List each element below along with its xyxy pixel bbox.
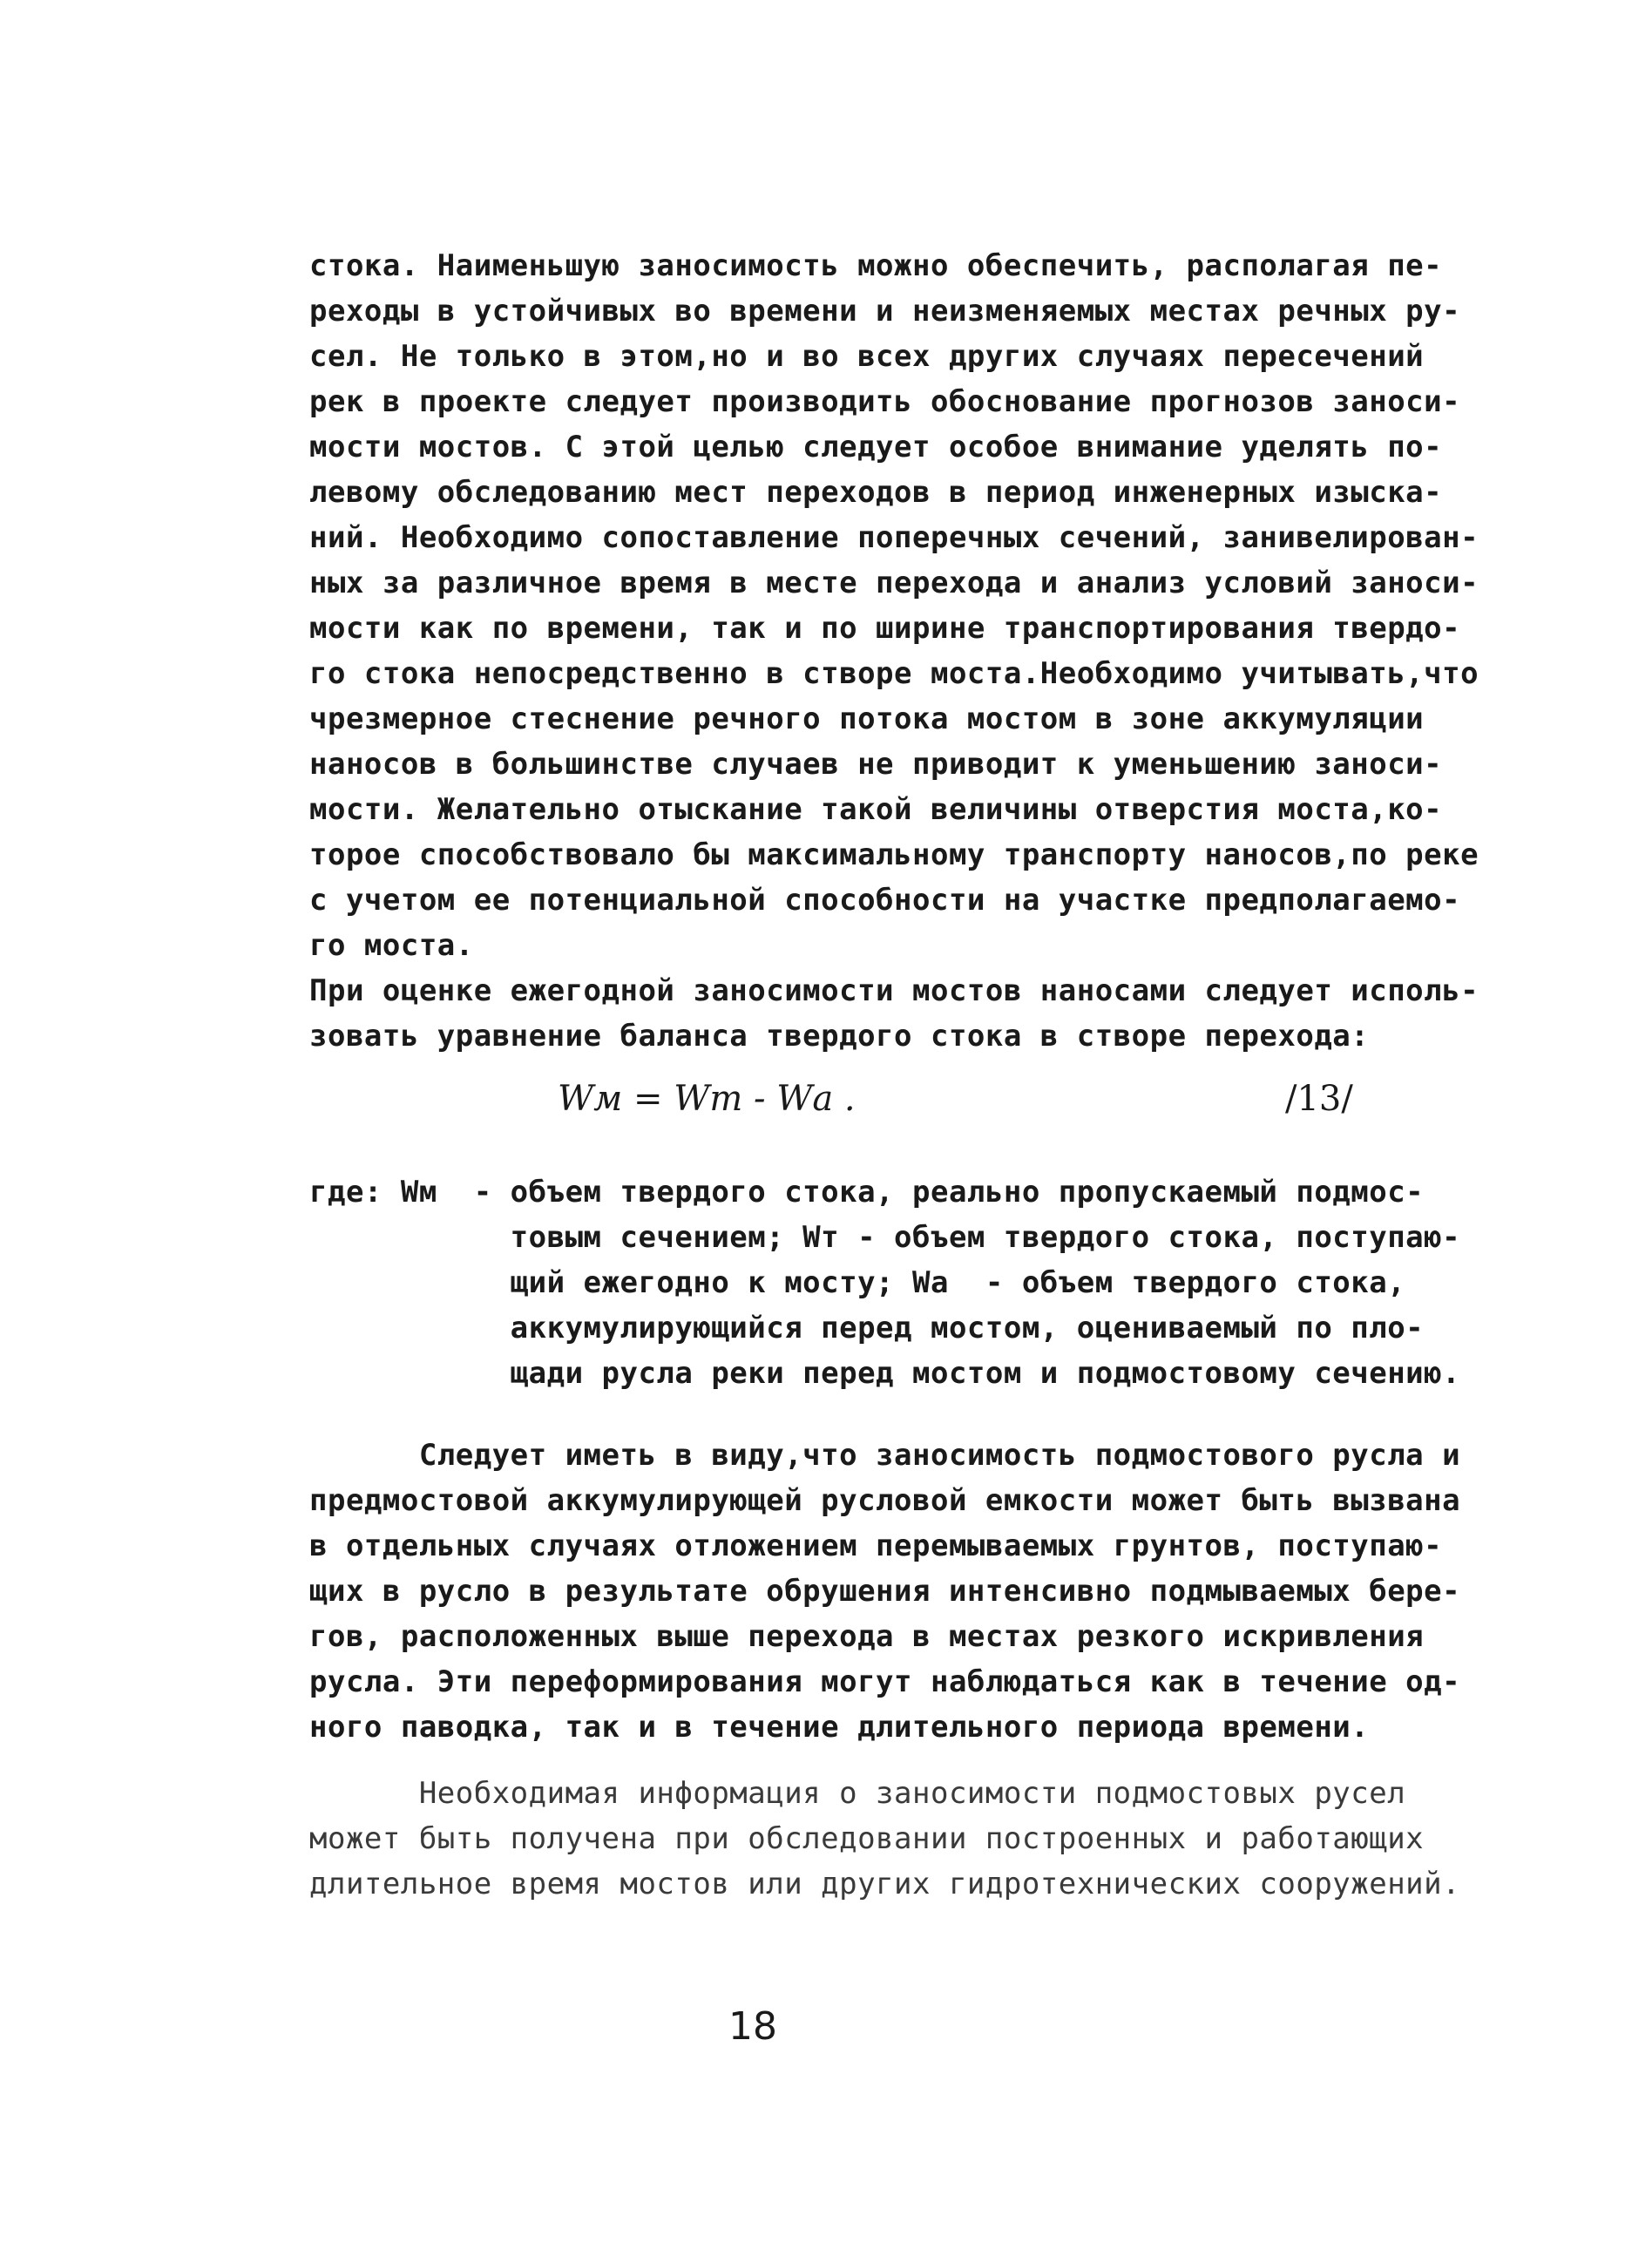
text-line: мости. Желательно отыскание такой величины отверстия моста,ко-	[309, 792, 1443, 827]
text-line: ных за различное время в месте перехода и анализ условий заноси-	[309, 566, 1479, 600]
text-line: с учетом ее потенциальной способности на участке предполагаемо-	[309, 883, 1461, 918]
text-line: го моста.	[309, 928, 474, 963]
text-line: русла. Эти переформирования могут наблюдаться как в течение од-	[309, 1664, 1461, 1699]
text-line: чрезмерное стеснение речного потока мостом в зоне аккумуляции	[309, 702, 1425, 736]
text-line: длительное время мостов или других гидротехнических сооружений.	[309, 1867, 1461, 1901]
definition-line: аккумулирующийся перед мостом, оцениваемый по пло-	[309, 1311, 1425, 1345]
text-line: реходы в устойчивых во времени и неизменяемых местах речных ру-	[309, 294, 1461, 329]
text-line: зовать уравнение баланса твердого стока в створе перехода:	[309, 1019, 1370, 1054]
text-line: мости как по времени, так и по ширине транспортирования твердо-	[309, 611, 1461, 646]
text-line: мости мостов. С этой целью следует особое внимание уделять по-	[309, 430, 1443, 464]
text-line: наносов в большинстве случаев не приводит к уменьшению заноси-	[309, 747, 1443, 782]
text-line: Следует иметь в виду,что заносимость подмостового русла и	[309, 1438, 1461, 1473]
definition-line: где: Wм - объем твердого стока, реально пропускаемый подмос-	[309, 1175, 1425, 1210]
definition-line: щий ежегодно к мосту; Wа - объем твердого стока,	[309, 1265, 1406, 1300]
text-line: го стока непосредственно в створе моста.Необходимо учитывать,что	[309, 656, 1479, 691]
text-line: левому обследованию мест переходов в период инженерных изыска-	[309, 475, 1443, 510]
text-line: ний. Необходимо сопоставление поперечных сечений, занивелирован-	[309, 520, 1479, 555]
page-number: 18	[728, 2004, 777, 2049]
text-line: рек в проекте следует производить обоснование прогнозов заноси-	[309, 384, 1461, 419]
text-line: в отдельных случаях отложением перемываемых грунтов, поступаю-	[309, 1528, 1443, 1563]
equation-number: /13/	[1285, 1079, 1353, 1119]
text-line: Необходимая информация о заносимости подмостовых русел	[309, 1776, 1406, 1811]
text-line: торое способствовало бы максимальному транспорту наносов,по реке	[309, 837, 1479, 872]
text-line: стока. Наименьшую заносимость можно обеспечить, располагая пе-	[309, 248, 1443, 283]
text-line: предмостовой аккумулирующей русловой емкости может быть вызвана	[309, 1483, 1461, 1518]
definition-line: товым сечением; Wт - объем твердого стока, поступаю-	[309, 1220, 1461, 1255]
text-line: щих в русло в результате обрушения интенсивно подмываемых бере-	[309, 1574, 1461, 1609]
balance-equation: Wм = Wт - Wа .	[558, 1079, 856, 1119]
text-line: гов, расположенных выше перехода в местах резкого искривления	[309, 1619, 1425, 1654]
text-line: При оценке ежегодной заносимости мостов наносами следует исполь-	[309, 973, 1479, 1008]
text-line: ного паводка, так и в течение длительного периода времени.	[309, 1710, 1370, 1745]
definition-line: щади русла реки перед мостом и подмостовому сечению.	[309, 1356, 1461, 1391]
text-line: может быть получена при обследовании построенных и работающих	[309, 1821, 1425, 1856]
text-line: сел. Не только в этом,но и во всех других случаях пересечений	[309, 339, 1425, 374]
